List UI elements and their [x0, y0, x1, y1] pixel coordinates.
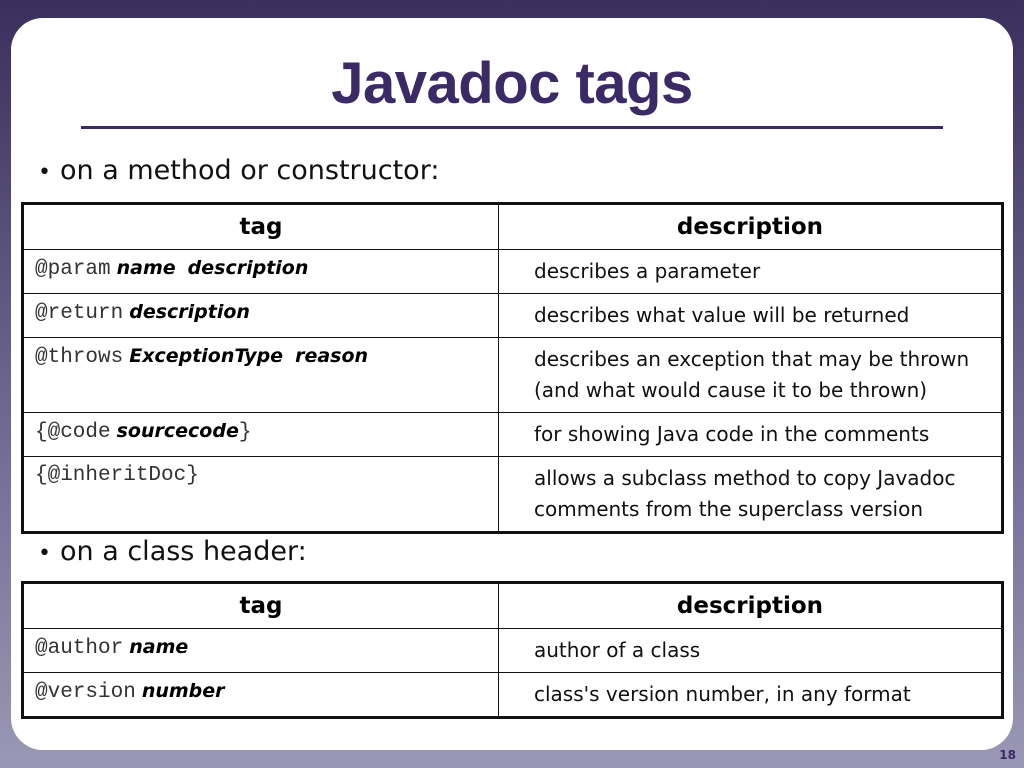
tag-arg: sourcecode — [116, 420, 239, 442]
tag-arg: name — [129, 636, 189, 658]
description-cell — [499, 338, 1003, 413]
tag-code: @version — [35, 681, 136, 704]
tag-arg: reason — [295, 345, 369, 367]
description-cell: author of a class — [499, 629, 1003, 673]
description-line: allows a subclass method to copy Javadoc — [534, 466, 956, 490]
tag-code: {@inheritDoc} — [35, 464, 199, 487]
tag-cell — [23, 413, 499, 457]
table-row — [23, 294, 1003, 338]
header-tag: tag — [23, 583, 499, 629]
table-row — [23, 338, 1003, 413]
bullet-method-text: on a method or constructor: — [60, 155, 440, 186]
table-row — [23, 629, 1003, 673]
description-cell: class's version number, in any format — [499, 673, 1003, 718]
tag-code: @throws — [35, 346, 124, 369]
slide-title: Javadoc tags — [331, 51, 693, 116]
description-line: (and what would cause it to be thrown) — [534, 378, 928, 402]
table-row — [23, 457, 1003, 533]
bullet-class — [38, 535, 307, 571]
table-row — [23, 413, 1003, 457]
tag-cell — [23, 338, 499, 413]
tag-arg: description — [187, 257, 309, 279]
tag-cell — [23, 629, 499, 673]
title-underline — [81, 126, 943, 129]
table-header-row — [23, 583, 1003, 629]
table-row — [23, 673, 1003, 718]
bullet-dot-icon: • — [38, 160, 51, 185]
table-header-row — [23, 204, 1003, 250]
class-tags-table — [21, 581, 1004, 719]
description-cell: describes what value will be returned — [499, 294, 1003, 338]
description-cell — [499, 457, 1003, 533]
tag-code: @param — [35, 258, 111, 281]
bullet-method — [38, 154, 439, 190]
header-description: description — [499, 583, 1003, 629]
tag-arg: name — [116, 257, 176, 279]
bullet-dot-icon: • — [38, 541, 51, 566]
description-cell: for showing Java code in the comments — [499, 413, 1003, 457]
tag-arg: number — [141, 680, 225, 702]
description-line: describes an exception that may be thrown — [534, 347, 970, 371]
description-line: comments from the superclass version — [534, 497, 924, 521]
header-tag: tag — [23, 204, 499, 250]
tag-cell — [23, 457, 499, 533]
method-tags-table — [21, 202, 1004, 534]
tag-cell — [23, 294, 499, 338]
tag-arg: ExceptionType — [129, 345, 284, 367]
tag-arg: description — [129, 301, 250, 323]
table-row — [23, 250, 1003, 294]
tag-code: @return — [35, 302, 124, 325]
tag-code-suffix: } — [238, 421, 252, 444]
tag-code: {@code — [35, 421, 111, 444]
bullet-class-text: on a class header: — [60, 536, 307, 567]
page-number: 18 — [999, 748, 1016, 762]
tag-cell — [23, 673, 499, 718]
tag-code: @author — [35, 637, 124, 660]
header-description: description — [499, 204, 1003, 250]
description-cell: describes a parameter — [499, 250, 1003, 294]
tag-cell — [23, 250, 499, 294]
